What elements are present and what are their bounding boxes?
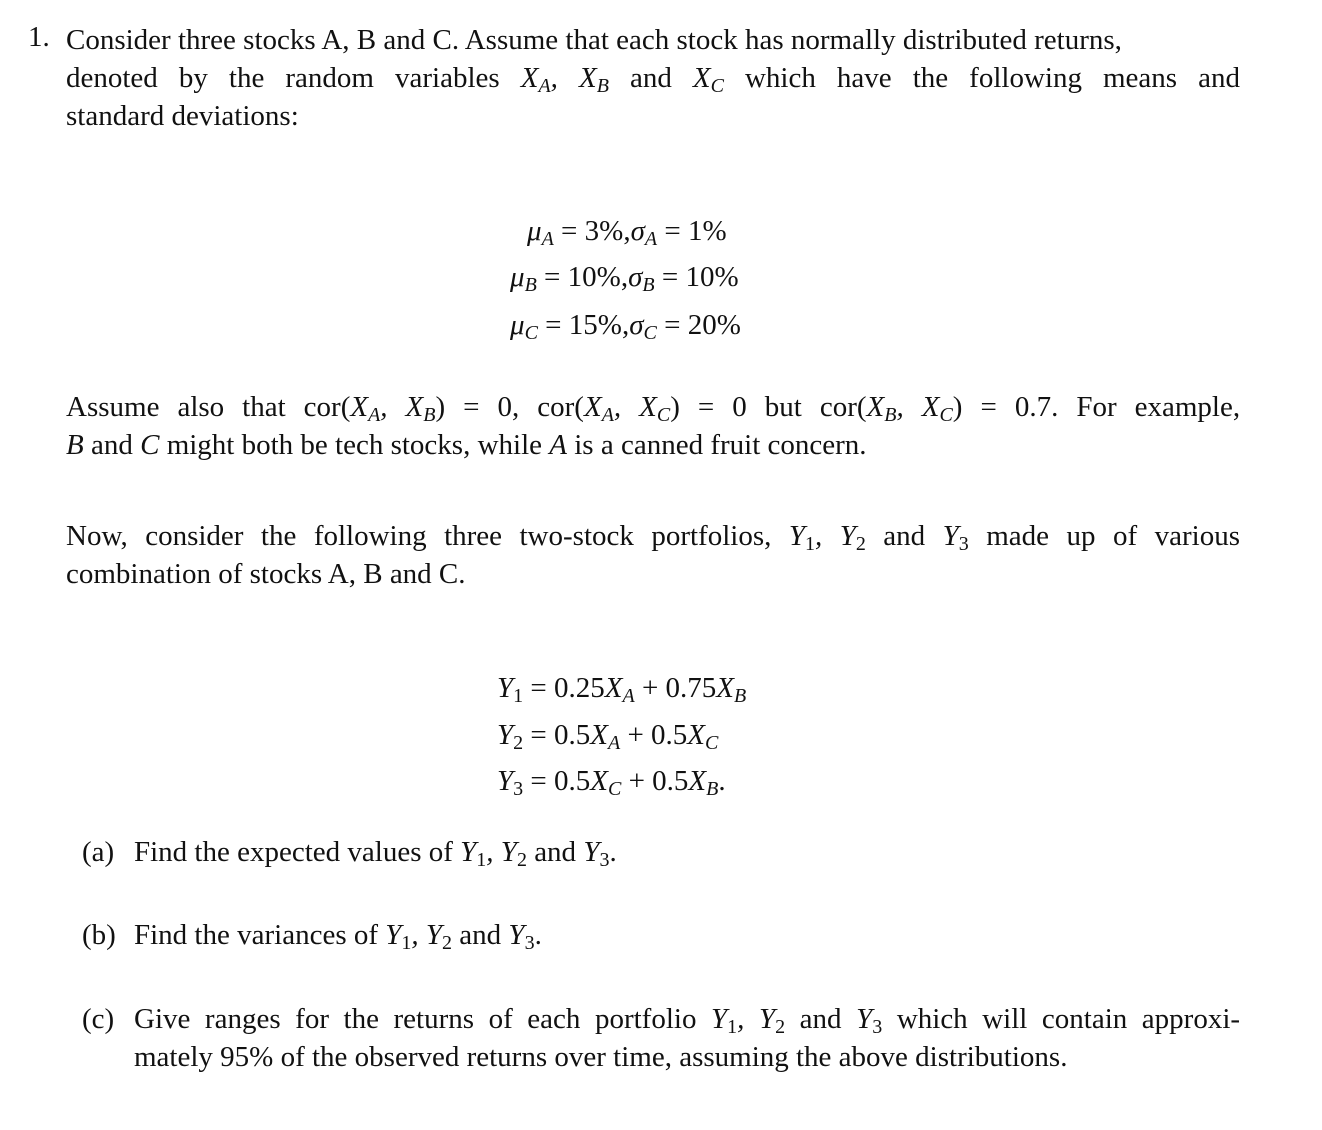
correlation-line-2: B and C might both be tech stocks, while A is a canned fruit concern. (66, 429, 867, 461)
part-b-label: (b) (82, 919, 116, 951)
portfolio-eq-3: $Y_3 = 0.5X_C + 0.5X_B$. (497, 765, 726, 800)
portfolio-intro-paragraph (66, 517, 1240, 593)
math-xb: $X_B$ (578, 62, 609, 97)
intro-text: denoted by the random variables (66, 62, 500, 94)
part-c-text: Give ranges for the returns of each portfolio $Y_1$, $Y_2$ and $Y_3$ which will contain approxi- mately 95% of the observed returns over time, assuming the above distributions. (134, 1003, 1241, 1073)
part-a-text: Find the expected values of $Y_1$, $Y_2$ and $Y_3$. (134, 836, 617, 871)
correlation-line-1: Assume also that $cor(X_A$, $X_B) = 0$, $cor(X_A$, $X_C) = 0$ but $cor(X_B$, $X_C) = 0.7$. For example, (66, 391, 1241, 426)
part-b-text: Find the variances of $Y_1$, $Y_2$ and $Y_3$. (134, 919, 542, 954)
intro-text-b: which have the following means and (744, 62, 1240, 94)
part-c (82, 1000, 1242, 1080)
portfolio-eq-2: $Y_2 = 0.5X_A + 0.5X_C$ (497, 719, 719, 754)
intro-line-3: standard deviations: (66, 100, 299, 132)
and-word: and (629, 62, 672, 94)
math-xa: $X_A$, (520, 62, 558, 97)
math-xc: $X_C$ (692, 62, 724, 97)
intro-paragraph (66, 21, 1240, 135)
correlation-paragraph (66, 388, 1240, 464)
question-number: 1. (28, 21, 50, 53)
intro-line-2 (66, 59, 1240, 97)
part-a-label: (a) (82, 836, 115, 868)
portfolio-eq-1: $Y_1 = 0.25X_A + 0.75X_B$ (497, 672, 747, 707)
intro-line-1: Consider three stocks A, B and C. Assume that each stock has normally distributed returns, (66, 24, 1122, 56)
mean-sd-row-a: $\mu_A = 3\%,\sigma_A = 1\%$ (527, 215, 727, 250)
mean-sd-row-b: $\mu_B = 10\%,\sigma_B = 10\%$ (510, 261, 739, 296)
portfolio-intro-line-1: Now, consider the following three two-stock portfolios, $Y_1$, $Y_2$ and $Y_3$ made up of various (66, 520, 1240, 555)
part-b (82, 916, 1242, 956)
mean-sd-row-c: $\mu_C = 15\%,\sigma_C = 20\%$ (510, 309, 741, 344)
part-a (82, 833, 1242, 873)
part-c-label: (c) (82, 1003, 115, 1035)
portfolio-intro-line-2: combination of stocks A, B and C. (66, 558, 466, 590)
